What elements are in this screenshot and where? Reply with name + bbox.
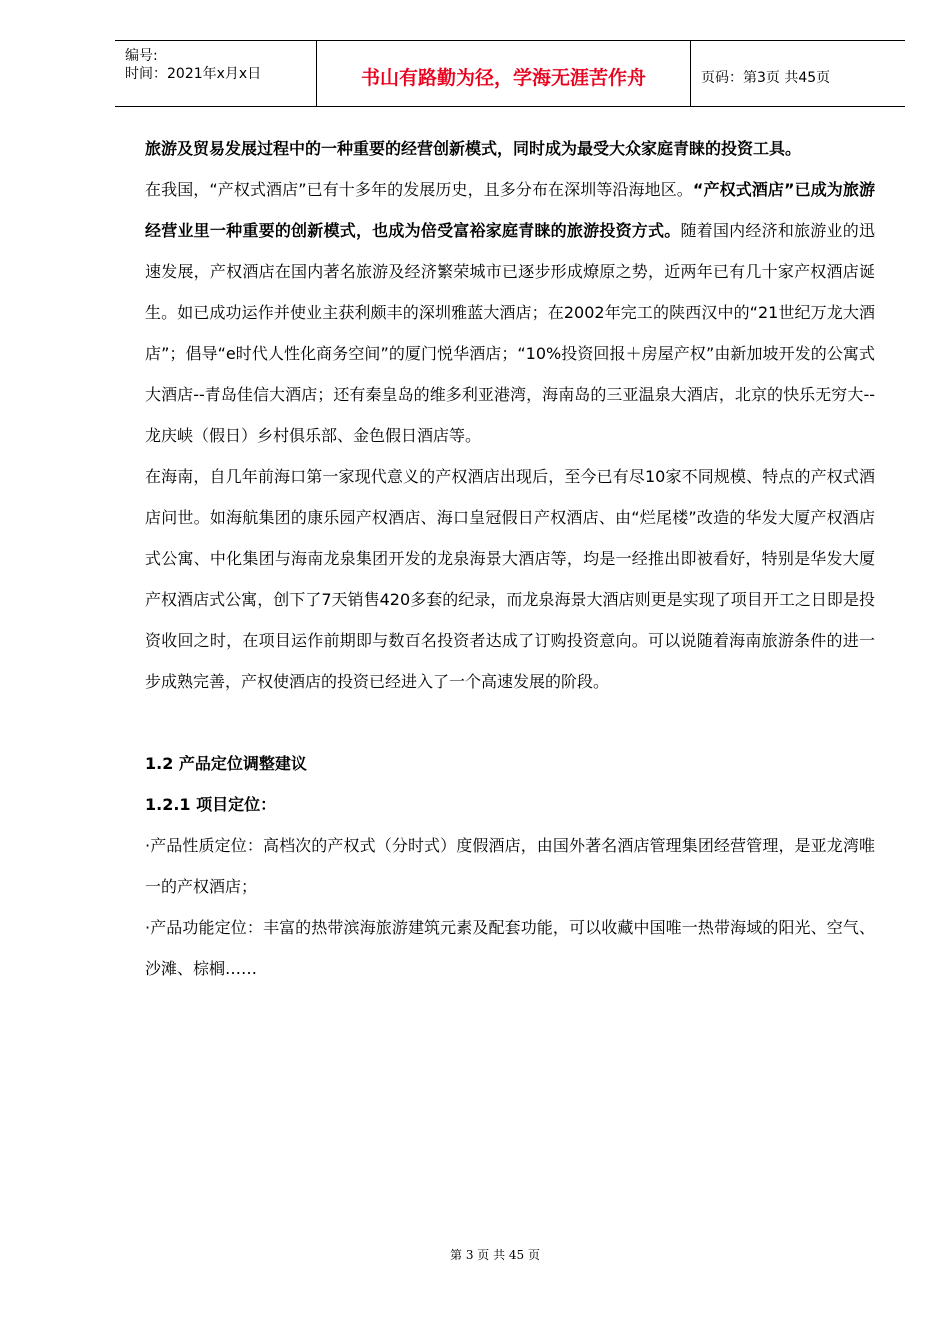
page-header — [115, 40, 905, 107]
paragraph-intro-continued: 旅游及贸易发展过程中的一种重要的经营创新模式，同时成为最受大众家庭青睐的投资工具。 — [145, 139, 802, 158]
spacer — [145, 702, 875, 743]
header-page-cell — [691, 41, 905, 106]
section-heading-1-2: 1.2 产品定位调整建议 — [145, 754, 307, 773]
document-body — [145, 128, 875, 989]
list-item-product-function: ·产品功能定位：丰富的热带滨海旅游建筑元素及配套功能，可以收藏中国唯一热带海域的阳光、空气、沙滩、棕榈…… — [145, 918, 875, 978]
page-footer: 第 3 页 共 45 页 — [450, 1248, 540, 1262]
document-time-label: 时间：2021年x月x日 — [125, 66, 262, 82]
header-motto: 书山有路勤为径，学海无涯苦作舟 — [360, 67, 646, 89]
list-item-product-nature: ·产品性质定位：高档次的产权式（分时式）度假酒店，由国外著名酒店管理集团经营管理，是亚龙湾唯一的产权酒店； — [145, 836, 875, 896]
paragraph-hainan: 在海南，自几年前海口第一家现代意义的产权酒店出现后，至今已有尽10家不同规模、特点的产权式酒店问世。如海航集团的康乐园产权酒店、海口皇冠假日产权酒店、由“烂尾楼”改造的华发大厦产权酒店式公寓、中化集团与海南龙泉集团开发的龙泉海景大酒店等，均是一经推出即被看好，特别是华发大厦产权酒店式公寓，创下了7天销售420多套的纪录，而龙泉海景大酒店则更是实现了项目开工之日即是投资收回之时，在项目运作前期即与数百名投资者达成了订购投资意向。可以说随着海南旅游条件的进一步成熟完善，产权使酒店的投资已经进入了一个高速发展的阶段。 — [145, 467, 875, 691]
header-motto-cell — [317, 41, 691, 106]
section-heading-1-2-1: 1.2.1 项目定位： — [145, 795, 277, 814]
document-number-label: 编号: — [125, 48, 158, 64]
paragraph-china-emphasis: “产权式酒店”已成为旅游经营业里一种重要的创新模式，也成为倍受富裕家庭青睐的旅游投资方式。 — [145, 180, 875, 240]
paragraph-china-overview — [145, 169, 875, 456]
header-page-number: 页码：第3页 共45页 — [701, 70, 831, 86]
header-info-cell — [115, 41, 317, 106]
paragraph-china-part-a: 在我国，“产权式酒店”已有十多年的发展历史，且多分布在深圳等沿海地区。 — [145, 180, 693, 199]
paragraph-china-part-c: 随着国内经济和旅游业的迅速发展，产权酒店在国内著名旅游及经济繁荣城市已逐步形成燎原之势，近两年已有几十家产权酒店诞生。如已成功运作并使业主获利颇丰的深圳雅蓝大酒店；在2002年完工的陕西汉中的“21世纪万龙大酒店”；倡导“e时代人性化商务空间”的厦门悦华酒店；“10%投资回报＋房屋产权”由新加坡开发的公寓式大酒店--青岛佳信大酒店；还有秦皇岛的维多利亚港湾，海南岛的三亚温泉大酒店，北京的快乐无穷大--龙庆峡（假日）乡村俱乐部、金色假日酒店等。 — [145, 221, 875, 445]
